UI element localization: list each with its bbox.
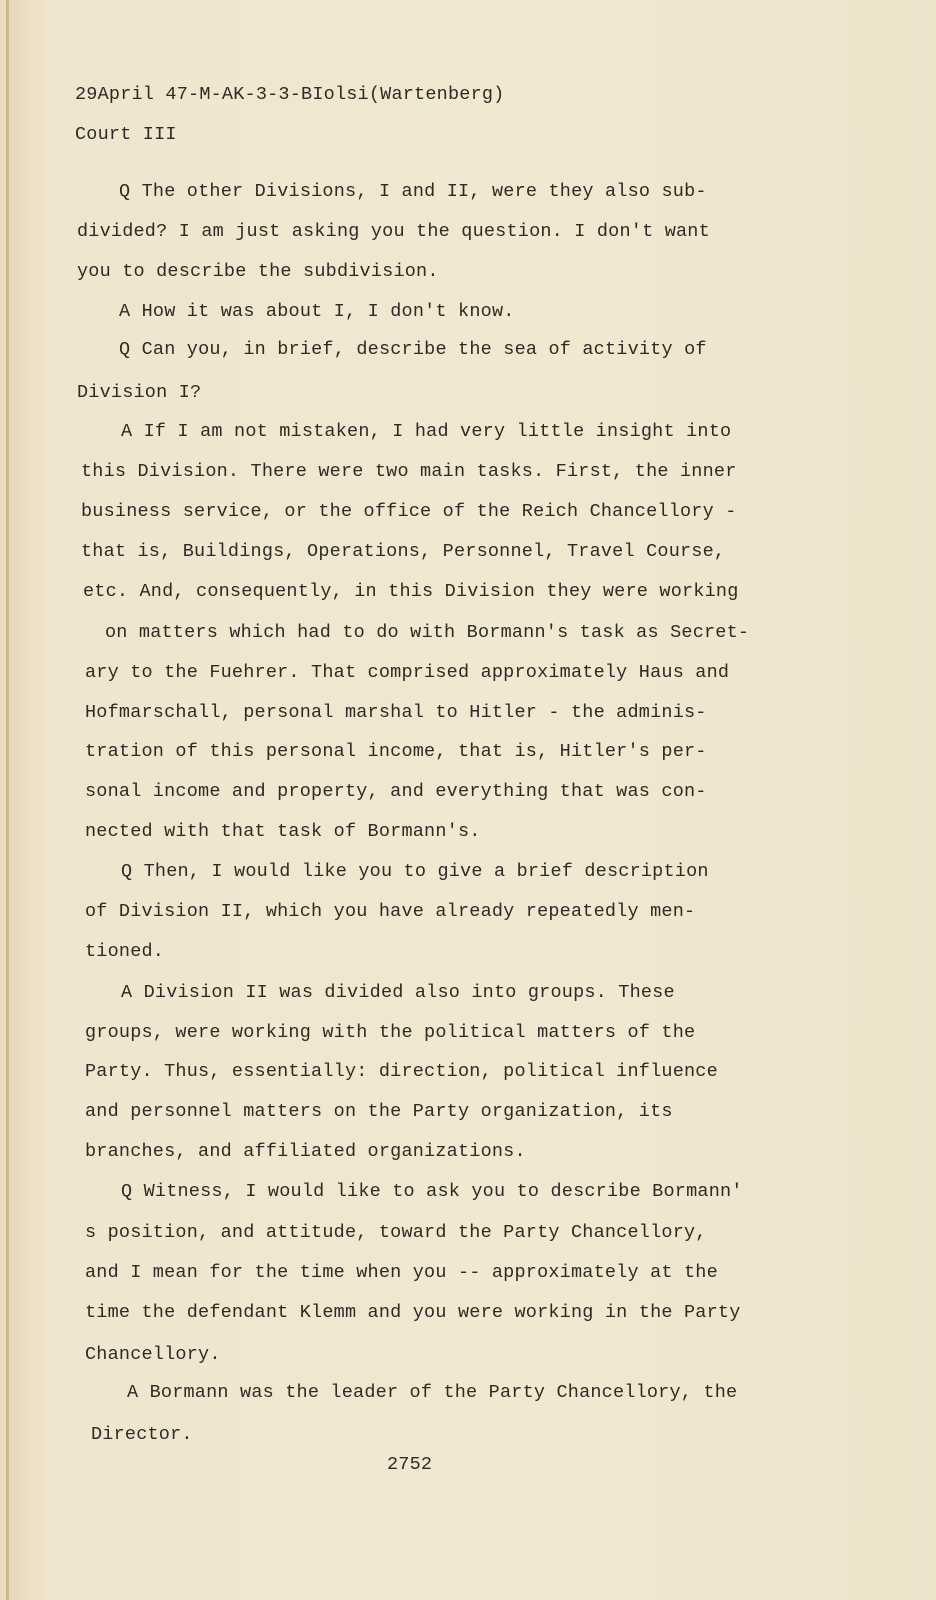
transcript-line: business service, or the office of the Reich Chancellory -: [81, 501, 737, 522]
transcript-line: Q Can you, in brief, describe the sea of activity of: [119, 339, 707, 360]
transcript-line: A If I am not mistaken, I had very little insight into: [121, 421, 732, 442]
transcript-line: Chancellory.: [85, 1344, 221, 1365]
transcript-line: on matters which had to do with Bormann's task as Secret-: [105, 622, 750, 643]
transcript-line: branches, and affiliated organizations.: [85, 1141, 526, 1162]
transcript-line: ary to the Fuehrer. That comprised approximately Haus and: [85, 662, 730, 683]
transcript-line: Q Then, I would like you to give a brief description: [121, 861, 709, 882]
transcript-line: etc. And, consequently, in this Division they were working: [83, 581, 739, 602]
transcript-line: groups, were working with the political matters of the: [85, 1022, 696, 1043]
transcript-line: Q Witness, I would like to ask you to describe Bormann': [121, 1181, 743, 1202]
transcript-line: Q The other Divisions, I and II, were they also sub-: [119, 181, 707, 202]
transcript-line: you to describe the subdivision.: [77, 261, 439, 282]
page-number: 2752: [387, 1454, 433, 1475]
transcript-line: s position, and attitude, toward the Party Chancellory,: [85, 1222, 707, 1243]
header-court: Court III: [75, 124, 177, 145]
transcript-line: divided? I am just asking you the question. I don't want: [77, 221, 710, 242]
header-reference: 29April 47-M-AK-3-3-BIolsi(Wartenberg): [75, 84, 505, 105]
transcript-line: Division I?: [77, 382, 202, 403]
transcript-line: A Bormann was the leader of the Party Chancellory, the: [127, 1382, 738, 1403]
transcript-line: time the defendant Klemm and you were working in the Party: [85, 1302, 741, 1323]
transcript-line: Hofmarschall, personal marshal to Hitler - the adminis-: [85, 702, 707, 723]
transcript-line: tioned.: [85, 941, 165, 962]
document-page: [6, 0, 936, 1600]
transcript-line: of Division II, which you have already repeatedly men-: [85, 901, 696, 922]
transcript-line: sonal income and property, and everything that was con-: [85, 781, 707, 802]
transcript-line: tration of this personal income, that is, Hitler's per-: [85, 741, 707, 762]
transcript-line: this Division. There were two main tasks. First, the inner: [81, 461, 737, 482]
transcript-line: that is, Buildings, Operations, Personnel, Travel Course,: [81, 541, 726, 562]
transcript-line: and I mean for the time when you -- approximately at the: [85, 1262, 718, 1283]
transcript-line: and personnel matters on the Party organization, its: [85, 1101, 673, 1122]
transcript-line: Party. Thus, essentially: direction, political influence: [85, 1061, 718, 1082]
transcript-line: A How it was about I, I don't know.: [119, 301, 515, 322]
transcript-line: Director.: [91, 1424, 193, 1445]
transcript-line: A Division II was divided also into groups. These: [121, 982, 675, 1003]
transcript-line: nected with that task of Bormann's.: [85, 821, 481, 842]
